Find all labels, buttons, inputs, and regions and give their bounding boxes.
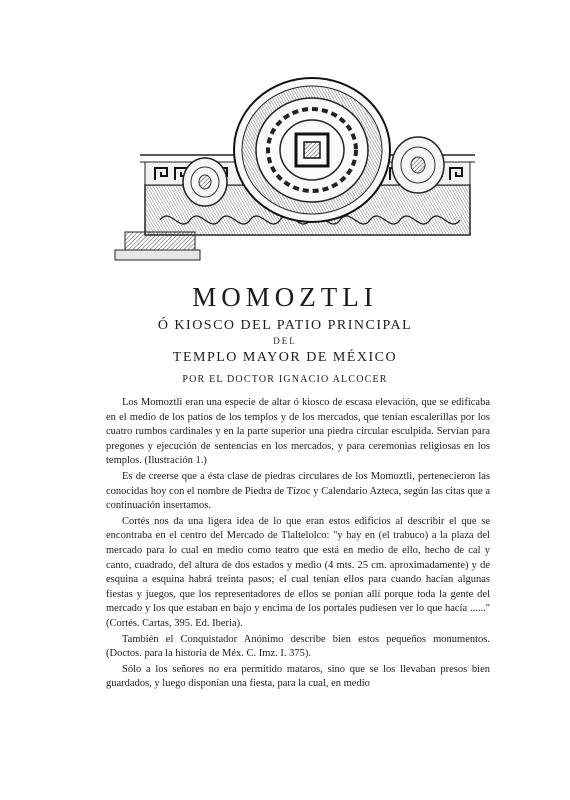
article-subtitle-3: TEMPLO MAYOR DE MÉXICO — [172, 350, 398, 365]
article-body — [106, 396, 490, 692]
article-subtitle-1: Ó KIOSCO DEL PATIO PRINCIPAL — [157, 318, 413, 333]
article-byline: POR EL DOCTOR IGNACIO ALCOCER — [182, 374, 388, 385]
article-title: MOMOZTLI — [192, 282, 378, 312]
aztec-ornament-illustration — [100, 70, 500, 270]
paragraph-2: Es de creerse que a ésta clase de piedras circulares de los Momoztli, pertenecieron las conocidas hoy con el nombre de Piedra de Tízoc y Calendario Azteca, según las citas que a continuación insertamos. — [106, 470, 490, 512]
paragraph-4: También el Conquistador Anónimo describe bien estos pequeños monumentos. (Doctos. para la historia de Méx. C. Imz. I. 375). — [106, 633, 490, 660]
article-subtitle-2: DEL — [273, 336, 297, 346]
paragraph-5: Sólo a los señores no era permitido mataros, sino que se los llevaban presos bien guardados, y luego disponían una fiesta, para la cual, en medio — [106, 663, 490, 690]
paragraph-1: Los Momoztli eran una especie de altar ó kiosco de escasa elevación, que se edificaba en el medio de los patios de los templos y de los mercados, que tenían escalerillas por los cuatro rumbos cardinales y en la parte superior una piedra circular esculpida. Servían para pregones y ejecución de sentencias en los mercados, y para ceremonias religiosas en los templos. (Ilustración 1.) — [106, 397, 490, 467]
paragraph-3: Cortés nos da una ligera idea de lo que eran estos edificios al describir el que se encontraba en el centro del Mercado de Tlaltelolco: "y hay en (el trabuco) a la plaza del mercado para lo cual en medio como teatro que está en medio de ello, hecho de cal y canto, cuadrado, del altura de dos estados y medio (4 mts. 25 cm. aproximadamente) y de esquina a esquina habrá treinta pasos; el cual tenían ellos para cuando hacían algunas fiestas y juegos, que los representadores de ellos se ponían allí porque toda la gente del mercado y los que estaban en bajo y encima de los portales pudiesen ver lo que hacía ......" (Cortés. Cartas, 395. Ed. Iberia). — [106, 515, 490, 629]
